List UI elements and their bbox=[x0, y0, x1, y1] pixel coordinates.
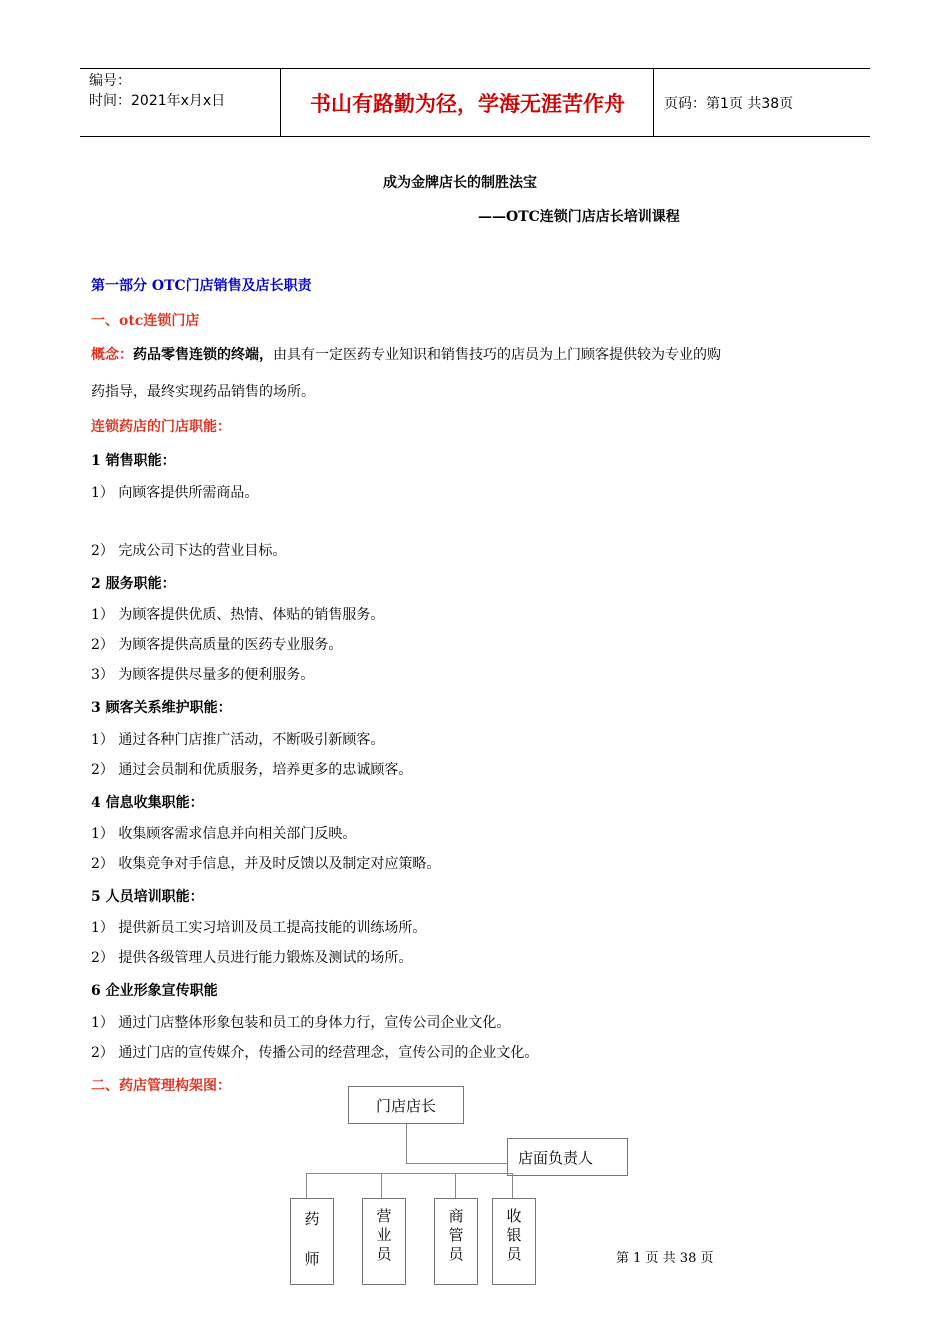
header-meta bbox=[80, 69, 281, 136]
doc-title: 成为金牌店长的制胜法宝 bbox=[383, 175, 537, 191]
list-item: 1） 为顾客提供优质、热情、体贴的销售服务。 bbox=[91, 607, 385, 623]
function-title-1: 1 销售职能： bbox=[91, 453, 176, 469]
functions-heading: 连锁药店的门店职能： bbox=[91, 419, 231, 435]
list-item: 3） 为顾客提供尽量多的便利服务。 bbox=[91, 667, 315, 683]
org-child-box bbox=[362, 1198, 406, 1285]
doc-subtitle: ——OTC连锁门店店长培训课程 bbox=[478, 209, 680, 225]
concept-text: 由具有一定医药专业知识和销售技巧的店员为上门顾客提供较为专业的购 bbox=[273, 347, 721, 363]
list-item: 2） 完成公司下达的营业目标。 bbox=[91, 543, 287, 559]
org-child-char: 员 bbox=[506, 1245, 522, 1263]
org-child-char: 银 bbox=[506, 1226, 522, 1244]
connector bbox=[512, 1173, 513, 1199]
org-child-char: 员 bbox=[376, 1245, 392, 1263]
org-child-char: 员 bbox=[448, 1245, 464, 1263]
function-title-3: 3 顾客关系维护职能： bbox=[91, 700, 232, 716]
list-item: 2） 通过门店的宣传媒介，传播公司的经营理念，宣传公司的企业文化。 bbox=[91, 1045, 539, 1061]
list-item: 2） 通过会员制和优质服务，培养更多的忠诚顾客。 bbox=[91, 762, 413, 778]
list-item: 1） 提供新员工实习培训及员工提高技能的训练场所。 bbox=[91, 920, 427, 936]
list-item: 1） 收集顾客需求信息并向相关部门反映。 bbox=[91, 826, 357, 842]
section-heading-2: 二、药店管理构架图： bbox=[91, 1078, 231, 1094]
time-label: 时间：2021年x月x日 bbox=[89, 93, 226, 109]
function-title-6: 6 企业形象宣传职能 bbox=[91, 983, 218, 999]
header-motto: 书山有路勤为径，学海无涯苦作舟 bbox=[282, 69, 654, 136]
concept-line-1 bbox=[91, 344, 721, 364]
org-child-box bbox=[434, 1198, 478, 1285]
concept-label: 概念： bbox=[91, 347, 133, 363]
connector bbox=[406, 1124, 407, 1164]
connector bbox=[455, 1173, 456, 1199]
org-child-box bbox=[492, 1198, 536, 1285]
connector bbox=[306, 1173, 513, 1174]
list-item: 1） 通过各种门店推广活动，不断吸引新顾客。 bbox=[91, 732, 385, 748]
list-item: 2） 收集竞争对手信息，并及时反馈以及制定对应策略。 bbox=[91, 856, 441, 872]
section-heading-1: 一、otc连锁门店 bbox=[91, 313, 200, 329]
org-child-char: 师 bbox=[304, 1250, 320, 1268]
header-page-info: 页码：第1页 共38页 bbox=[664, 95, 794, 112]
concept-line-2: 药指导，最终实现药品销售的场所。 bbox=[91, 384, 315, 400]
org-top-box: 门店店长 bbox=[348, 1086, 464, 1124]
number-label: 编号： bbox=[89, 73, 131, 89]
list-item: 2） 为顾客提供高质量的医药专业服务。 bbox=[91, 637, 343, 653]
page-footer: 第 1 页 共 38 页 bbox=[616, 1251, 714, 1266]
org-child-char: 营 bbox=[376, 1207, 392, 1225]
list-item: 1） 向顾客提供所需商品。 bbox=[91, 485, 259, 501]
org-child-box bbox=[290, 1198, 334, 1285]
connector bbox=[406, 1163, 508, 1164]
list-item: 1） 通过门店整体形象包装和员工的身体力行，宣传公司企业文化。 bbox=[91, 1015, 511, 1031]
connector bbox=[381, 1173, 382, 1199]
concept-bold: 药品零售连锁的终端， bbox=[133, 347, 273, 363]
list-item: 2） 提供各级管理人员进行能力锻炼及测试的场所。 bbox=[91, 950, 413, 966]
function-title-5: 5 人员培训职能： bbox=[91, 889, 204, 905]
page-header bbox=[80, 68, 870, 137]
org-child-char: 收 bbox=[506, 1207, 522, 1225]
connector bbox=[306, 1173, 307, 1199]
org-child-char: 商 bbox=[448, 1207, 464, 1225]
function-title-4: 4 信息收集职能： bbox=[91, 795, 204, 811]
function-title-2: 2 服务职能： bbox=[91, 576, 176, 592]
org-child-char: 业 bbox=[376, 1226, 392, 1244]
org-child-char: 药 bbox=[304, 1210, 320, 1228]
org-child-char: 管 bbox=[448, 1226, 464, 1244]
org-side-box: 店面负责人 bbox=[507, 1138, 628, 1176]
part-heading: 第一部分 OTC门店销售及店长职责 bbox=[91, 278, 312, 294]
